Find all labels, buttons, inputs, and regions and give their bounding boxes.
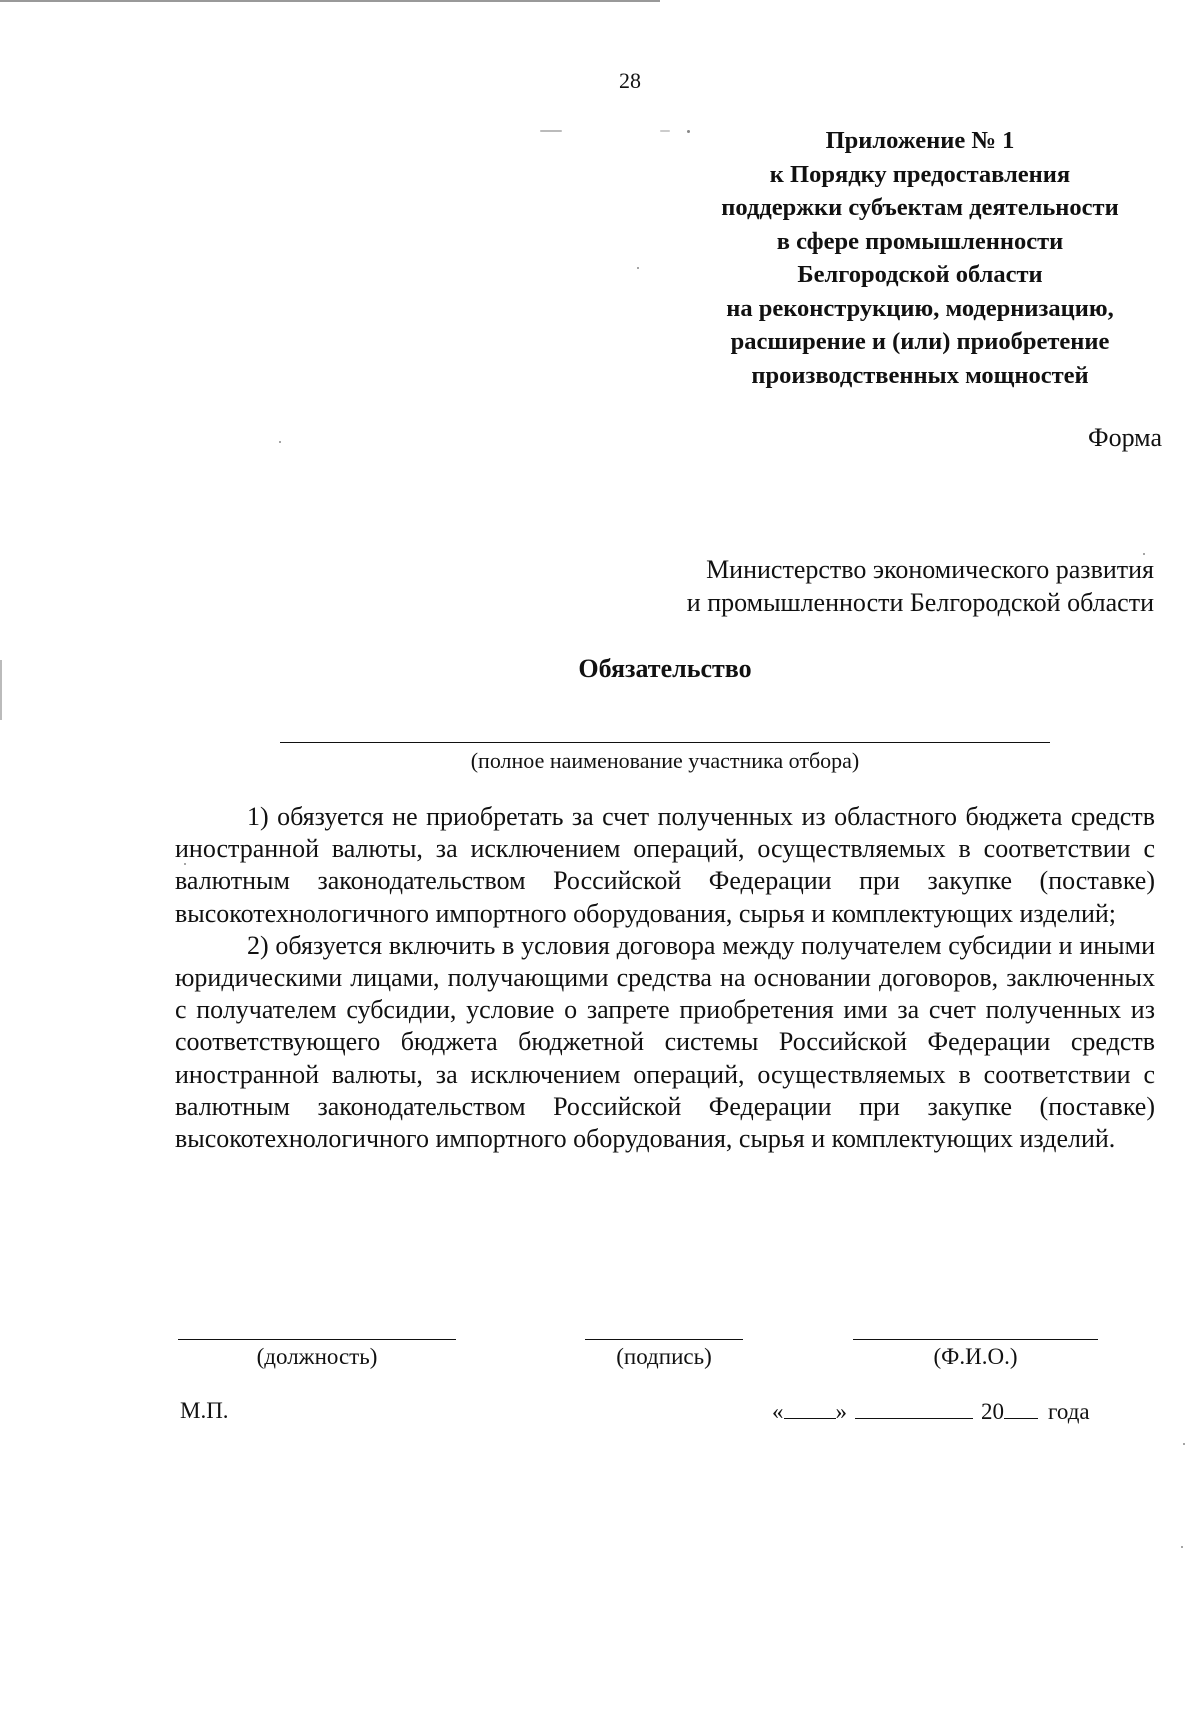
form-label: Форма: [1088, 423, 1162, 452]
date-year-field[interactable]: [1004, 1398, 1038, 1419]
document-title-text: Обязательство: [578, 654, 752, 683]
signature-field[interactable]: [585, 1339, 743, 1340]
date-month-field[interactable]: [855, 1398, 973, 1419]
obligation-paragraph-1: 1) обязуется не приобретать за счет полученных из областного бюджета средств иностранной валюты, за исключением операций, осуществляемых в соответствии с валютным законодательством Российской Федерации при закупке (поставке) высокотехнологичного импортного оборудования, сырья и комплектующих изделий;: [175, 802, 1155, 928]
appendix-line: в сфере промышленности: [776, 227, 1064, 255]
appendix-line: расширение и (или) приобретение: [730, 328, 1110, 355]
recipient-line-1: Министерство экономического развития: [706, 555, 1154, 584]
date-close-quote: »: [835, 1399, 847, 1424]
scan-speck: [687, 130, 690, 133]
full-name-field[interactable]: [853, 1339, 1098, 1340]
participant-name-field[interactable]: [280, 742, 1050, 743]
obligation-paragraph-2: 2) обязуется включить в условия договора между получателем субсидии и иными юридическими лицами, получающими средства на основании договоров, заключенных с получателем субсидии, условие о запрете приобретения ими за счет полученных из соответствующего бюджета бюджетной системы Российской Федерации средств иностранной валюты, за исключением операций, осуществляемых в соответствии с валютным законодательством Российской Федерации при закупке (поставке) высокотехнологичного импортного оборудования, сырья и комплектующих изделий.: [175, 930, 1155, 1154]
appendix-line: поддержки субъектам деятельности: [721, 194, 1119, 221]
document-title: [0, 654, 1200, 684]
scan-speck: [540, 130, 562, 132]
seal-label: М.П.: [180, 1398, 229, 1423]
page-number: [0, 68, 1200, 94]
appendix-line: Белгородской области: [797, 261, 1043, 288]
signature-caption: (подпись): [616, 1344, 712, 1369]
date-year-prefix: 20: [981, 1399, 1004, 1424]
appendix-line: производственных мощностей: [751, 361, 1089, 389]
scan-speck: [1143, 553, 1145, 555]
position-field[interactable]: [178, 1339, 456, 1340]
date-open-quote: «: [772, 1399, 784, 1424]
scan-speck: [637, 267, 639, 269]
obligation-body: [175, 801, 1155, 1155]
position-caption: (должность): [256, 1344, 378, 1369]
scan-speck: [660, 130, 670, 132]
scan-speck: [279, 441, 281, 443]
appendix-header: [680, 124, 1160, 392]
recipient-line-2: и промышленности Белгородской области: [686, 588, 1154, 617]
participant-name-caption: (полное наименование участника отбора): [470, 748, 860, 773]
scan-speck: [1181, 1546, 1183, 1548]
full-name-caption: (Ф.И.О.): [933, 1344, 1018, 1369]
page-number-text: 28: [619, 68, 641, 93]
scan-speck: [1183, 1443, 1185, 1445]
recipient-block: [687, 553, 1154, 619]
scan-speck: [184, 863, 186, 865]
date-year-word: года: [1048, 1399, 1090, 1424]
appendix-line: к Порядку предоставления: [769, 160, 1071, 188]
appendix-line: на реконструкцию, модернизацию,: [726, 294, 1114, 322]
date-block: [772, 1398, 1090, 1425]
scan-edge-top: [0, 0, 660, 2]
date-day-field[interactable]: [784, 1398, 836, 1419]
appendix-line: Приложение № 1: [825, 127, 1015, 154]
